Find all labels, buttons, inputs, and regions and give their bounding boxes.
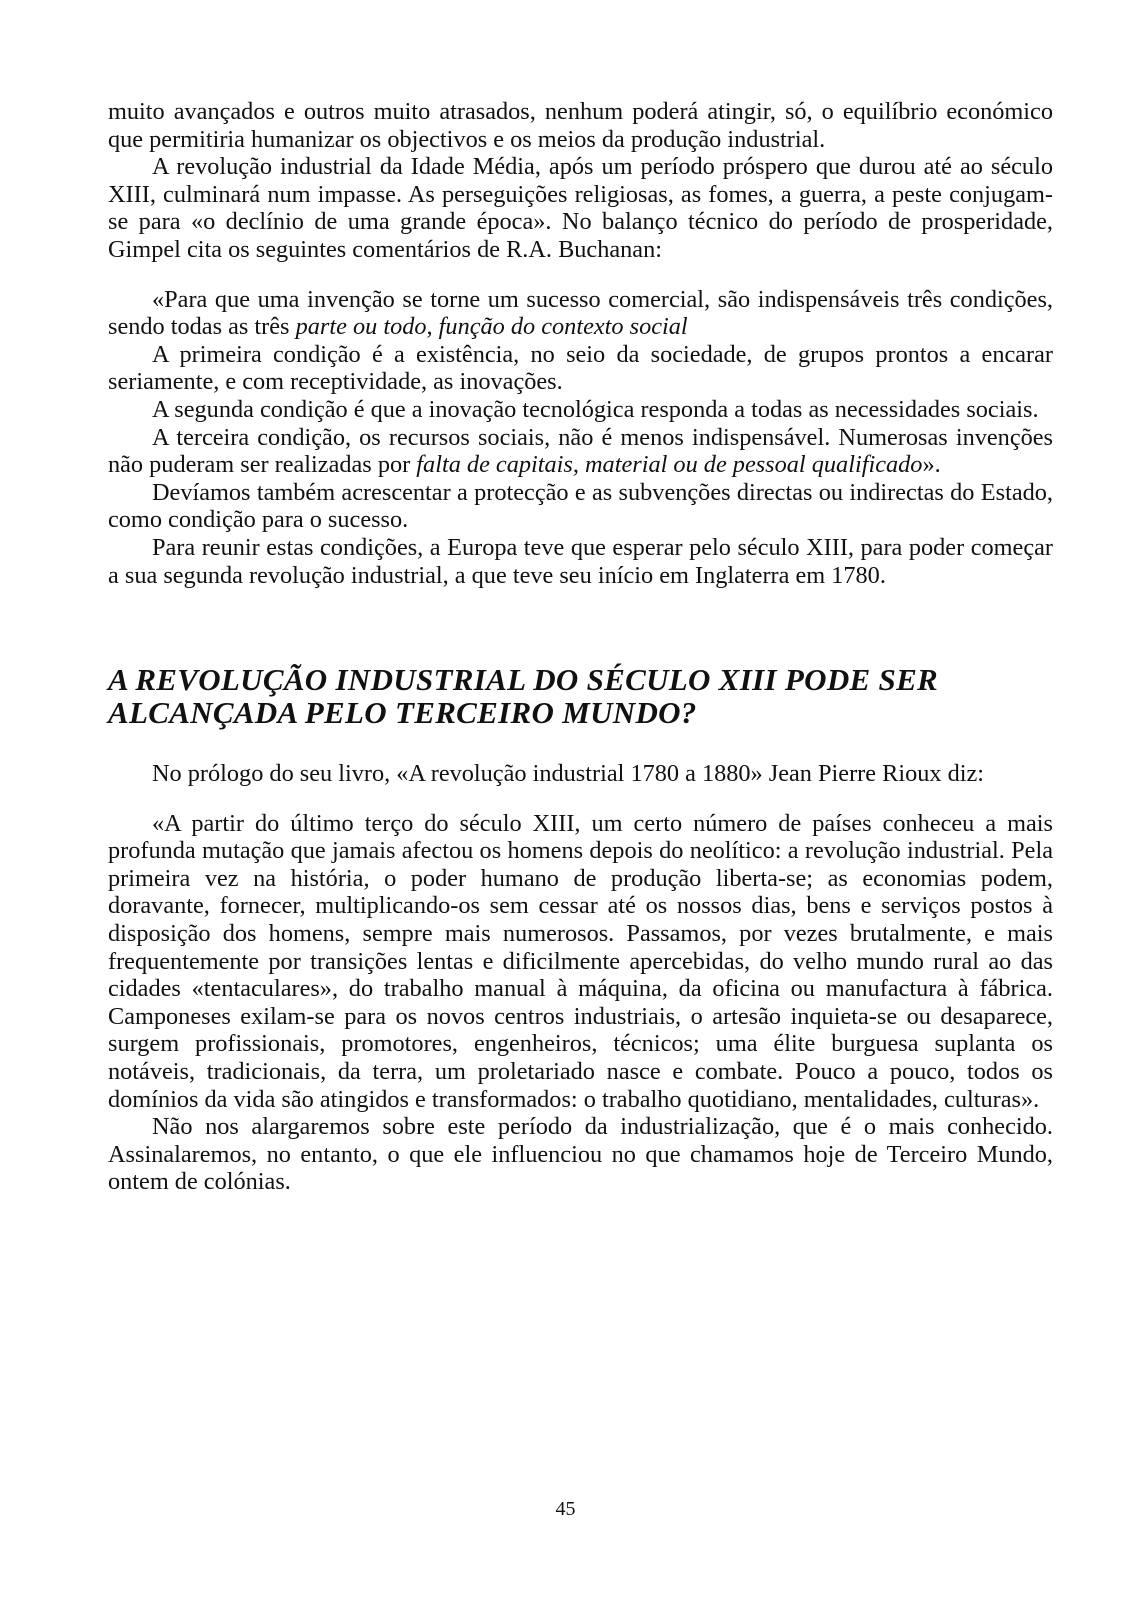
paragraph-estado: Devíamos também acrescentar a protecção e as subvenções directas ou indirectas do Estado, como condição para o sucesso. (108, 478, 1053, 534)
quote-emphasis: falta de capitais, material ou de pessoal qualificado (416, 451, 923, 479)
quote-text: A terceira condição, os recursos sociais, não é menos indispensável. Numerosas invenções não puderam ser realizadas por (108, 423, 1053, 479)
quote-segunda-condicao: A segunda condição é que a inovação tecnológica responda a todas as necessidades sociais. (152, 395, 1039, 423)
section-heading (108, 663, 1053, 729)
section-heading-line-2: ALCANÇADA PELO TERCEIRO MUNDO? (108, 695, 697, 731)
page-number: 45 (555, 1498, 576, 1520)
paragraph-idade-media: A revolução industrial da Idade Média, após um período próspero que durou até ao século XIII, culminará num impasse. As perseguições religiosas, as fomes, a guerra, a peste conjugam-se para «o declínio de uma grande época». No balanço técnico do período de prosperidade, Gimpel cita os seguintes comentários de R.A. Buchanan: (108, 153, 1053, 263)
quote-buchanan-condicoes (108, 286, 1053, 341)
quote-rioux: «A partir do último terço do século XIII, um certo número de países conheceu a mais profunda mutação que jamais afectou os homens depois do neolítico: a revolução industrial. Pela primeira vez na história, o poder humano de produção liberta-se; as economias podem, doravante, fornecer, multiplicando-os sem cessar até os nossos dias, bens e serviços postos à disposição dos homens, sempre mais numerosos. Passamos, por vezes brutalmente, e mais frequentemente por transições lentas e dificilmente apercebidas, do velho mundo rural ao das cidades «tentaculares», do trabalho manual à máquina, da oficina ou manufactura à fábrica. Camponeses exilam-se para os novos centros industriais, o artesão inquieta-se ou desaparece, surgem profissionais, promotores, engenheiros, técnicos; uma élite burguesa suplanta os notáveis, tradicionais, da terra, um proletariado nasce e combate. Pouco a pouco, todos os domínios da vida são atingidos e transformados: o trabalho quotidiano, mentalidades, culturas». (108, 809, 1053, 1113)
page-body (108, 98, 1053, 1196)
paragraph-europa: Para reunir estas condições, a Europa teve que esperar pelo século XIII, para poder começar a sua segunda revolução industrial, a que teve seu início em Inglaterra em 1780. (108, 533, 1053, 589)
quote-emphasis: parte ou todo, função do contexto social (295, 313, 688, 341)
section-heading-line-1: A REVOLUÇÃO INDUSTRIAL DO SÉCULO XIII PODE SER (108, 662, 939, 698)
quote-terceira-condicao (108, 424, 1053, 479)
quote-close: ». (922, 451, 941, 479)
quote-primeira-condicao: A primeira condição é a existência, no seio da sociedade, de grupos prontos a encarar seriamente, e com receptividade, as inovações. (108, 340, 1053, 396)
paragraph-closing: Não nos alargaremos sobre este período da industrialização, que é o mais conhecido. Assinalaremos, no entanto, o que ele influenciou no que chamamos hoje de Terceiro Mundo, ontem de colónias. (108, 1113, 1053, 1196)
paragraph-prologo: No prólogo do seu livro, «A revolução industrial 1780 a 1880» Jean Pierre Rioux diz: (152, 760, 985, 788)
quote-text: «Para que uma invenção se torne um sucesso comercial, são indispensáveis três condições, sendo todas as três (108, 285, 1053, 341)
paragraph-continuation: muito avançados e outros muito atrasados, nenhum poderá atingir, só, o equilíbrio económico que permitiria humanizar os objectivos e os meios da produção industrial. (108, 98, 1053, 153)
